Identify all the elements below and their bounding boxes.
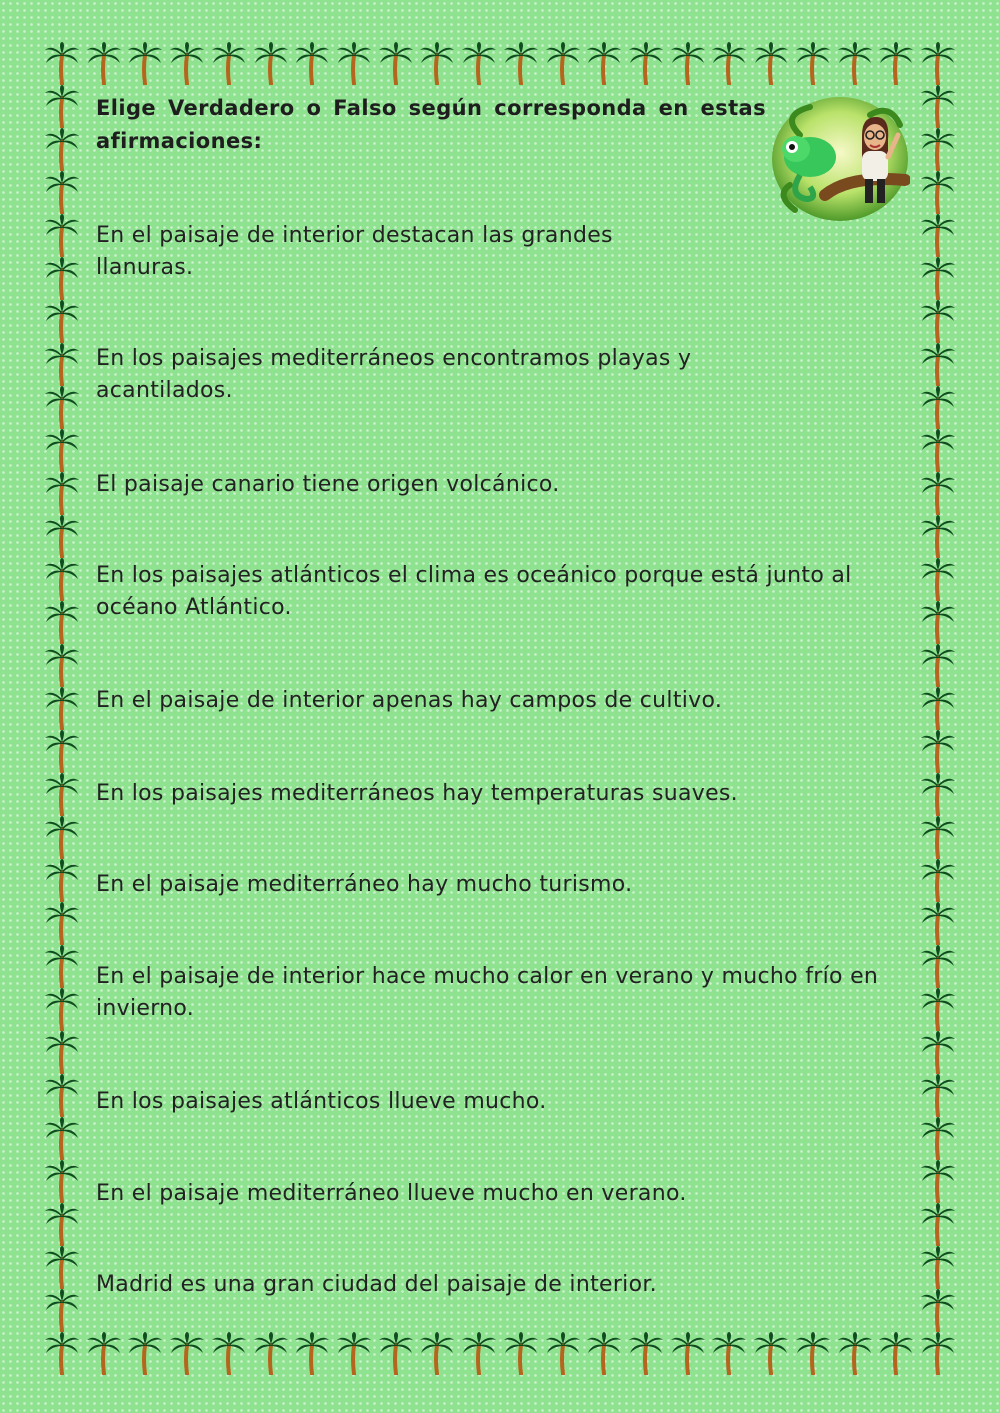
palm-tree-icon: [920, 901, 956, 945]
palm-tree-icon: [44, 342, 80, 386]
palm-tree-icon: [711, 1331, 747, 1375]
palm-tree-icon: [920, 557, 956, 601]
palm-tree-icon: [127, 41, 163, 85]
palm-tree-icon: [920, 686, 956, 730]
statement-6: En los paisajes mediterráneos hay temperaturas suaves.: [96, 781, 738, 806]
palm-tree-icon: [920, 772, 956, 816]
palm-tree-icon: [44, 815, 80, 859]
palm-tree-icon: [336, 41, 372, 85]
statement-4: En los paisajes atlánticos el clima es oceánico porque está junto al océano Atlántico.: [96, 563, 852, 620]
palm-tree-icon: [920, 428, 956, 472]
palm-tree-icon: [920, 471, 956, 515]
palm-tree-icon: [44, 514, 80, 558]
palm-tree-icon: [44, 1030, 80, 1074]
palm-tree-icon: [920, 815, 956, 859]
palm-tree-icon: [503, 41, 539, 85]
palm-tree-icon: [211, 41, 247, 85]
palm-tree-icon: [920, 1288, 956, 1332]
palm-tree-icon: [44, 858, 80, 902]
palm-tree-icon: [169, 41, 205, 85]
palm-tree-icon: [44, 127, 80, 171]
palm-tree-icon: [44, 385, 80, 429]
palm-tree-icon: [294, 41, 330, 85]
palm-tree-icon: [44, 84, 80, 128]
palm-tree-icon: [44, 471, 80, 515]
palm-tree-icon: [920, 170, 956, 214]
palm-tree-icon: [253, 41, 289, 85]
palm-tree-icon: [837, 1331, 873, 1375]
palm-tree-icon: [920, 729, 956, 773]
palm-tree-icon: [336, 1331, 372, 1375]
statement-5: En el paisaje de interior apenas hay campos de cultivo.: [96, 688, 723, 713]
palm-tree-icon: [920, 1331, 956, 1375]
palm-tree-icon: [586, 1331, 622, 1375]
palm-tree-icon: [44, 600, 80, 644]
palm-tree-icon: [253, 1331, 289, 1375]
palm-tree-icon: [44, 1202, 80, 1246]
palm-tree-icon: [753, 1331, 789, 1375]
palm-tree-icon: [44, 299, 80, 343]
palm-tree-icon: [920, 1202, 956, 1246]
statement-9: En los paisajes atlánticos llueve mucho.: [96, 1089, 547, 1114]
palm-tree-icon: [920, 1030, 956, 1074]
palm-tree-icon: [86, 1331, 122, 1375]
palm-tree-icon: [169, 1331, 205, 1375]
chameleon-teacher-avatar-icon: [770, 95, 910, 225]
palm-tree-icon: [795, 1331, 831, 1375]
palm-tree-icon: [878, 1331, 914, 1375]
palm-tree-icon: [545, 1331, 581, 1375]
palm-tree-icon: [44, 729, 80, 773]
palm-tree-icon: [44, 987, 80, 1031]
palm-tree-icon: [294, 1331, 330, 1375]
palm-tree-icon: [44, 1288, 80, 1332]
palm-tree-icon: [920, 1159, 956, 1203]
palm-tree-icon: [44, 557, 80, 601]
palm-tree-icon: [795, 41, 831, 85]
palm-tree-icon: [920, 1073, 956, 1117]
palm-tree-icon: [920, 127, 956, 171]
palm-tree-icon: [920, 514, 956, 558]
statement-7: En el paisaje mediterráneo hay mucho turismo.: [96, 872, 633, 897]
statement-2: En los paisajes mediterráneos encontramos playas y acantilados.: [96, 346, 692, 403]
palm-tree-icon: [127, 1331, 163, 1375]
instruction-heading: Elige Verdadero o Falso según corresponda en estas afirmaciones:: [96, 96, 766, 153]
statement-8: En el paisaje de interior hace mucho calor en verano y mucho frío en invierno.: [96, 964, 879, 1021]
palm-tree-icon: [920, 600, 956, 644]
palm-tree-icon: [378, 1331, 414, 1375]
palm-tree-icon: [920, 858, 956, 902]
palm-tree-icon: [628, 41, 664, 85]
palm-tree-icon: [586, 41, 622, 85]
palm-tree-icon: [920, 342, 956, 386]
palm-tree-icon: [44, 772, 80, 816]
palm-tree-icon: [211, 1331, 247, 1375]
palm-tree-icon: [44, 1116, 80, 1160]
palm-tree-icon: [44, 1073, 80, 1117]
palm-tree-icon: [920, 944, 956, 988]
palm-tree-icon: [419, 41, 455, 85]
palm-tree-icon: [44, 686, 80, 730]
palm-tree-icon: [920, 643, 956, 687]
palm-tree-icon: [44, 1331, 80, 1375]
palm-tree-icon: [44, 901, 80, 945]
statement-11: Madrid es una gran ciudad del paisaje de interior.: [96, 1272, 657, 1297]
statement-3: El paisaje canario tiene origen volcánico.: [96, 472, 560, 497]
palm-tree-icon: [44, 1159, 80, 1203]
palm-tree-icon: [920, 1116, 956, 1160]
palm-tree-icon: [44, 643, 80, 687]
palm-tree-icon: [920, 213, 956, 257]
palm-tree-icon: [44, 41, 80, 85]
palm-tree-icon: [920, 987, 956, 1031]
palm-tree-icon: [670, 41, 706, 85]
palm-tree-icon: [920, 1245, 956, 1289]
palm-tree-icon: [44, 428, 80, 472]
palm-tree-icon: [461, 41, 497, 85]
palm-tree-icon: [837, 41, 873, 85]
palm-tree-icon: [461, 1331, 497, 1375]
palm-tree-icon: [378, 41, 414, 85]
palm-tree-icon: [419, 1331, 455, 1375]
palm-tree-icon: [44, 170, 80, 214]
palm-tree-icon: [753, 41, 789, 85]
palm-tree-icon: [628, 1331, 664, 1375]
palm-tree-icon: [920, 41, 956, 85]
palm-tree-icon: [920, 385, 956, 429]
palm-tree-icon: [711, 41, 747, 85]
palm-tree-icon: [545, 41, 581, 85]
palm-tree-icon: [920, 299, 956, 343]
statement-10: En el paisaje mediterráneo llueve mucho en verano.: [96, 1181, 687, 1206]
palm-tree-icon: [44, 944, 80, 988]
palm-tree-icon: [86, 41, 122, 85]
palm-tree-icon: [503, 1331, 539, 1375]
palm-tree-icon: [44, 213, 80, 257]
palm-tree-icon: [920, 84, 956, 128]
palm-tree-icon: [920, 256, 956, 300]
statement-1: En el paisaje de interior destacan las grandes llanuras.: [96, 223, 613, 280]
palm-tree-icon: [44, 256, 80, 300]
palm-tree-icon: [878, 41, 914, 85]
palm-tree-icon: [670, 1331, 706, 1375]
palm-tree-icon: [44, 1245, 80, 1289]
